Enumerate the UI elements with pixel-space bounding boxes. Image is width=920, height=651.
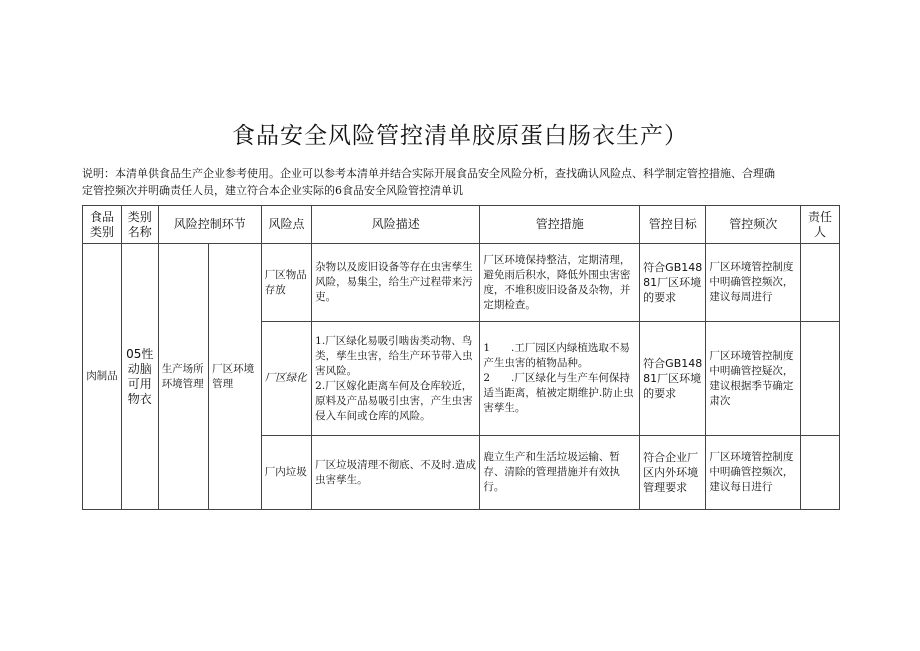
header-category-name: 类别名称 xyxy=(121,206,158,244)
risk-point-cell: 厂区物品存放 xyxy=(261,244,311,322)
category-name-cell: 05性动脑可用物衣 xyxy=(121,244,158,510)
target-cell: 符合GB14881厂区环境的要求 xyxy=(640,322,706,436)
measures-cell: 1 .工厂园区内绿植选取不易产生虫害的植物品种。 2 .厂区绿化与生产车何保持适当距离，植被定期维护.防止虫害孳生。 xyxy=(480,322,640,436)
risk-desc-cell: 厂区垃圾清理不彻底、不及时.造成虫害孳生。 xyxy=(312,436,480,510)
target-cell: 符合企业厂区内外环境管理要求 xyxy=(640,436,706,510)
frequency-cell: 厂区环境管控制度中明确管控频次，建议每周进行 xyxy=(706,244,801,322)
frequency-cell: 厂区环境管控制度中明确管控频次，建议每日进行 xyxy=(706,436,801,510)
header-target: 管控目标 xyxy=(640,206,706,244)
measures-cell: 鹿立生产和生活垃圾运输、暂存、清除的管理措施并有效执行。 xyxy=(480,436,640,510)
risk-desc-cell: 1.厂区绿化易吸引啮齿类动物、鸟类，孳生虫害，给生产环节带入虫害风险。 2.厂区嫁化距离车何及仓库较近，原料及产品易吸引虫害，产生虫害侵入车间或仓库的风险。 xyxy=(312,322,480,436)
control-link-sub-cell: 厂区环境管理 xyxy=(209,244,262,510)
table-header-row xyxy=(83,206,840,244)
risk-desc-cell: 杂物以及废旧设备等存在虫害孳生风险，易集尘，给生产过程带来污吏。 xyxy=(312,244,480,322)
header-risk-desc: 风险描述 xyxy=(312,206,480,244)
responsible-cell xyxy=(801,244,840,322)
header-food-category: 食品类别 xyxy=(83,206,122,244)
food-category-cell: 肉制品 xyxy=(83,244,122,510)
responsible-cell xyxy=(801,322,840,436)
frequency-cell: 厂区环境管控制度中明确管控疑次，建议根据季节确定肃次 xyxy=(706,322,801,436)
header-risk-point: 风险点 xyxy=(261,206,311,244)
explanation-note xyxy=(82,165,842,199)
header-responsible: 责任人 xyxy=(801,206,840,244)
control-link-main-cell: 生产场所环境管理 xyxy=(158,244,208,510)
measures-cell: 厂区环境保持整洁，定期清理，避免雨后积水，降低外围虫害密度，不堆积废旧设备及杂物，并定期检查。 xyxy=(480,244,640,322)
header-control-link: 风险控制环节 xyxy=(158,206,261,244)
note-line-2: 定管控频次并明确责任人员，建立符合本企业实际的6食品安全风险管控清单讥 xyxy=(82,184,463,197)
header-measures: 管控措施 xyxy=(480,206,640,244)
responsible-cell xyxy=(801,436,840,510)
header-frequency: 管控频次 xyxy=(706,206,801,244)
risk-control-table xyxy=(82,205,840,510)
risk-point-cell: 厂内垃圾 xyxy=(261,436,311,510)
table-row xyxy=(83,244,840,322)
target-cell: 符合GB14881厂区环境的要求 xyxy=(640,244,706,322)
page-title: 食品安全风险管控清单胶原蛋白肠衣生产） xyxy=(232,123,688,149)
risk-point-cell: 厂区绿化 xyxy=(261,322,311,436)
note-line-1: 说明：本清单供食品生产企业参考使用。企业可以参考本清单并结合实际开展食品安全风险分析，查找确认风险点、科学制定管控措施、合理确 xyxy=(82,167,775,180)
